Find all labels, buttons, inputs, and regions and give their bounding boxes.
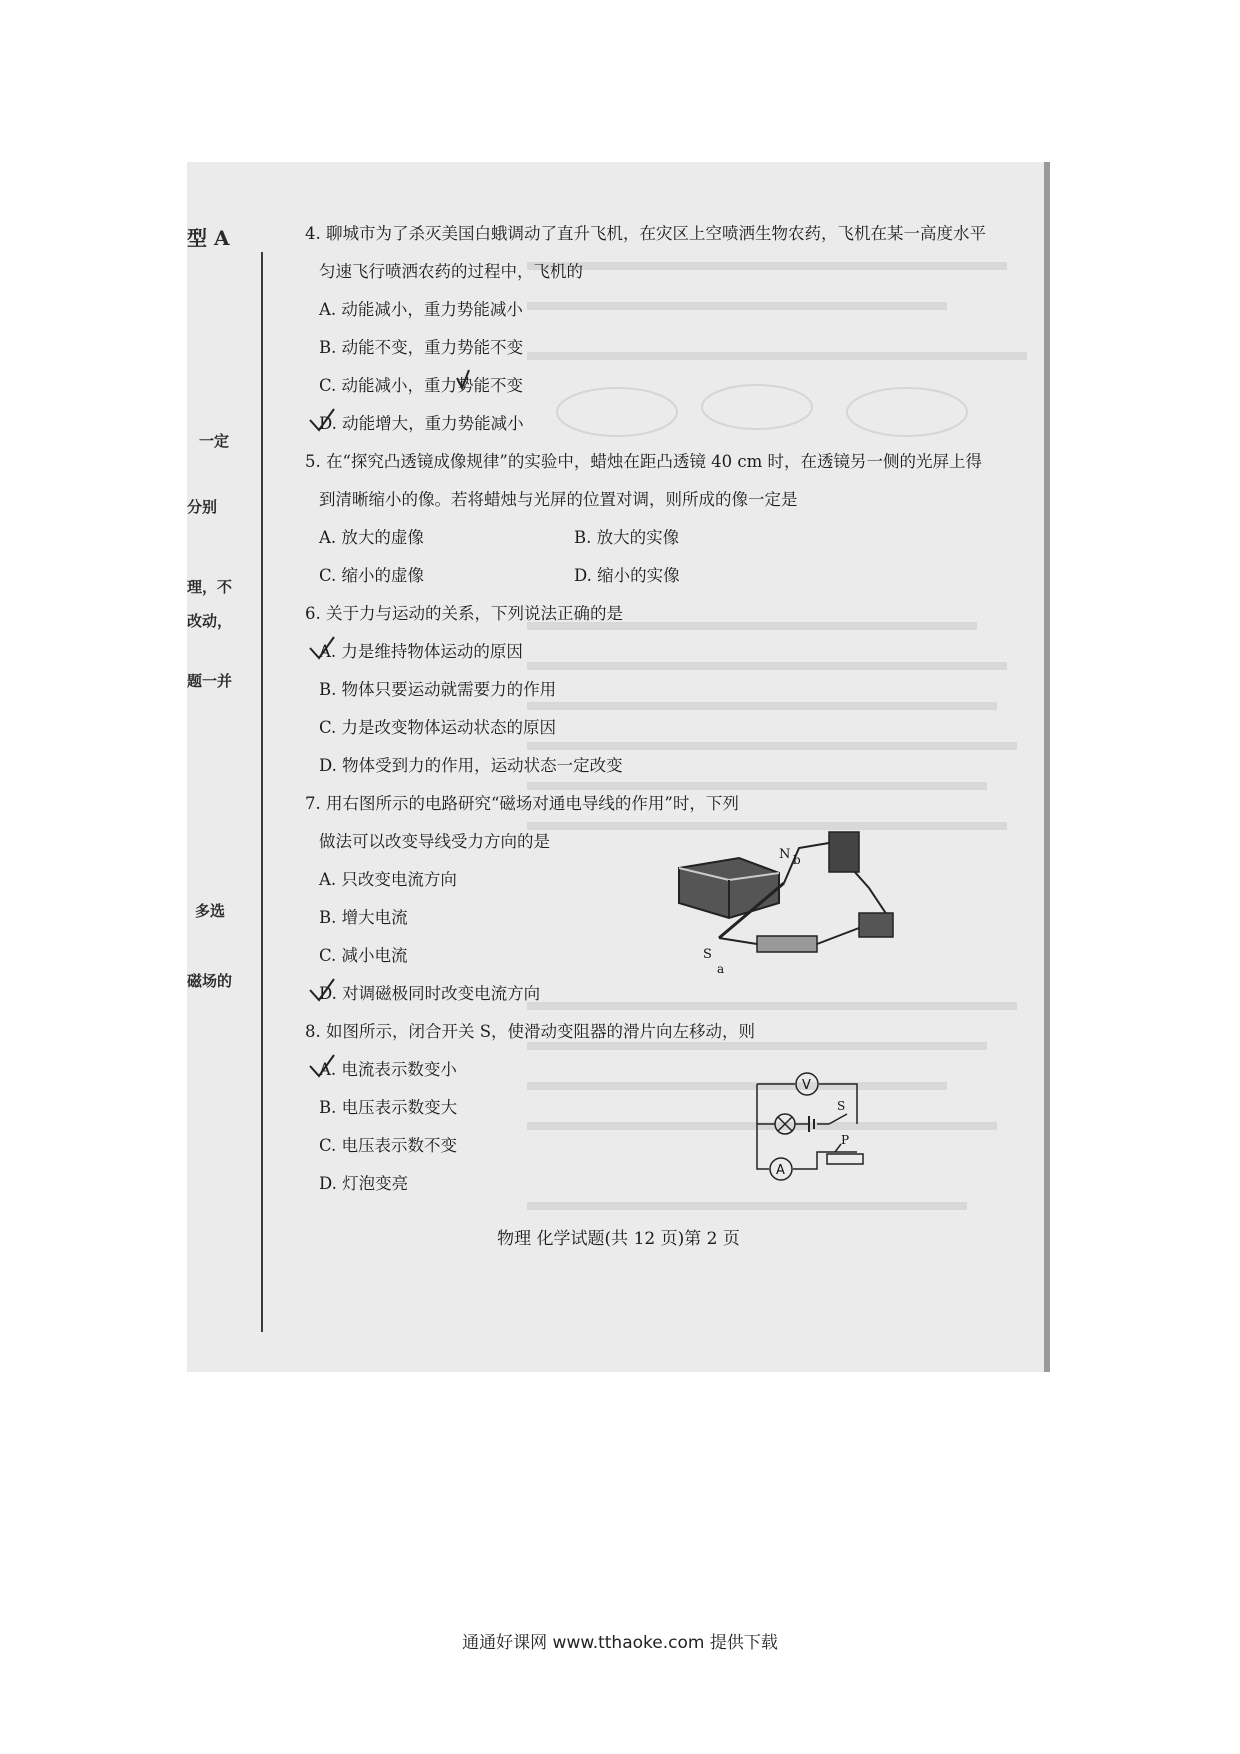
q4-option-b: B. 动能不变，重力势能不变 <box>319 338 524 357</box>
strip-fragment: 型 A <box>187 226 230 250</box>
q6-option-d: D. 物体受到力的作用，运动状态一定改变 <box>319 756 623 775</box>
q7-option-d: D. 对调磁极同时改变电流方向 <box>319 984 541 1003</box>
handwritten-check-mark <box>307 406 337 436</box>
q5-stem-line-1: 5. 在“探究凸透镜成像规律”的实验中，蜡烛在距凸透镜 40 cm 时，在透镜另一侧的光屏上得 <box>305 452 982 471</box>
page-footer: 物理 化学试题(共 12 页)第 2 页 <box>497 1229 740 1249</box>
handwritten-check-mark <box>307 1052 337 1082</box>
voltmeter-label: V <box>802 1078 811 1093</box>
strip-fragment: 改动， <box>187 612 233 630</box>
q8-circuit-diagram <box>747 1064 867 1184</box>
q7-stem-line-2: 做法可以改变导线受力方向的是 <box>319 832 550 851</box>
wire-b-label: b <box>793 853 801 867</box>
q5-option-d: D. 缩小的实像 <box>574 566 680 585</box>
strip-fragment: 多选 <box>195 902 226 920</box>
scan-right-edge <box>1044 162 1050 1372</box>
q5-option-b: B. 放大的实像 <box>574 528 680 547</box>
q6-option-c: C. 力是改变物体运动状态的原因 <box>319 718 557 737</box>
scanned-exam-page <box>187 162 1050 1372</box>
q7-option-a: A. 只改变电流方向 <box>319 870 457 889</box>
magnet-n-label: N <box>779 847 791 862</box>
q7-stem-line-1: 7. 用右图所示的电路研究“磁场对通电导线的作用”时，下列 <box>305 794 739 813</box>
q5-stem-line-2: 到清晰缩小的像。若将蜡烛与光屏的位置对调，则所成的像一定是 <box>319 490 798 509</box>
q8-option-d: D. 灯泡变亮 <box>319 1174 409 1193</box>
q7-circuit-figure <box>669 828 901 978</box>
handwritten-check-mark <box>307 976 337 1006</box>
ammeter-label: A <box>776 1163 785 1178</box>
q6-option-b: B. 物体只要运动就需要力的作用 <box>319 680 557 699</box>
q8-option-b: B. 电压表示数变大 <box>319 1098 458 1117</box>
q7-option-b: B. 增大电流 <box>319 908 408 927</box>
strip-fragment: 磁场的 <box>187 972 233 990</box>
wire-a-label: a <box>717 962 725 976</box>
switch-label: S <box>837 1099 846 1113</box>
strip-fragment: 题一并 <box>187 672 233 690</box>
handwritten-check-mark <box>307 634 337 664</box>
slider-label: P <box>841 1133 850 1147</box>
q6-stem: 6. 关于力与运动的关系，下列说法正确的是 <box>305 604 623 623</box>
q4-option-c: C. 动能减小，重力势能不变 <box>319 376 524 395</box>
q4-stem-line-2: 匀速飞行喷洒农药的过程中，飞机的 <box>319 262 583 281</box>
download-credit: 通通好课网 www.tthaoke.com 提供下载 <box>462 1633 778 1653</box>
q5-option-c: C. 缩小的虚像 <box>319 566 425 585</box>
handwritten-tick <box>455 368 471 392</box>
q8-option-a: A. 电流表示数变小 <box>319 1060 457 1079</box>
q6-option-a: A. 力是维持物体运动的原因 <box>319 642 523 661</box>
q7-option-c: C. 减小电流 <box>319 946 408 965</box>
exam-content <box>187 162 1050 1372</box>
q4-stem-line-1: 4. 聊城市为了杀灭美国白蛾调动了直升飞机，在灾区上空喷洒生物农药，飞机在某一高度水平 <box>305 224 986 243</box>
q4-option-d: D. 动能增大，重力势能减小 <box>319 414 524 433</box>
magnet-s-label: S <box>703 947 712 962</box>
q8-option-c: C. 电压表示数不变 <box>319 1136 458 1155</box>
q8-stem: 8. 如图所示，闭合开关 S，使滑动变阻器的滑片向左移动，则 <box>305 1022 756 1041</box>
q5-option-a: A. 放大的虚像 <box>319 528 424 547</box>
strip-fragment: 分别 <box>187 498 218 516</box>
strip-fragment: 一定 <box>199 432 230 450</box>
strip-fragment: 理，不 <box>187 578 233 596</box>
q4-option-a: A. 动能减小，重力势能减小 <box>319 300 523 319</box>
